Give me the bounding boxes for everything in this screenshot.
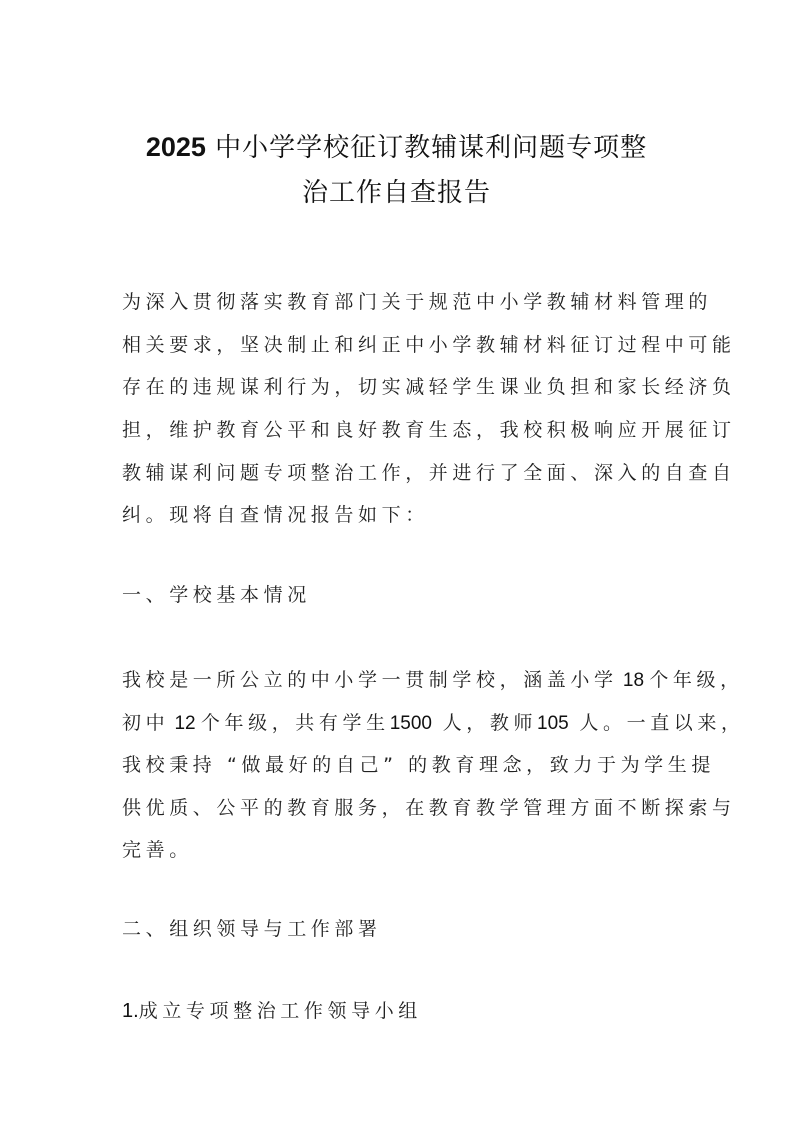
text-span: 我校是一所公立的中小学一贯制学校，涵盖小学 (122, 669, 618, 691)
section-1-line-4: 供优质、公平的教育服务，在教育教学管理方面不断探索与 (122, 797, 736, 819)
intro-line-6: 纠。现将自查情况报告如下： (122, 504, 429, 526)
text-span: 初中 (122, 712, 170, 734)
intro-line-2: 相关要求，坚决制止和纠正中小学教辅材料征订过程中可能 (122, 334, 736, 356)
intro-line-1: 为深入贯彻落实教育部门关于规范中小学教辅材料管理的 (122, 291, 713, 313)
section-2-item-1 (122, 990, 422, 1033)
section-1-line-1 (122, 659, 744, 703)
text-span: 个年级， (649, 669, 744, 691)
teachers-number: 105 (537, 713, 569, 734)
intro-line-4: 担，维护教育公平和良好教育生态，我校积极响应开展征订 (122, 419, 736, 441)
intro-line-5: 教辅谋利问题专项整治工作，并进行了全面、深入的自查自 (122, 462, 736, 484)
document-title-line-1 (0, 124, 793, 171)
section-1-line-2 (122, 702, 745, 746)
document-title-line-2: 治工作自查报告 (301, 178, 491, 208)
primary-grades-number: 18 (617, 670, 650, 691)
title-text-1: 中小学学校征订教辅谋利问题专项整 (205, 133, 648, 163)
title-year: 2025 (145, 132, 206, 162)
section-2-heading: 二、组织领导与工作部署 (122, 918, 382, 940)
students-number: 1500 (389, 713, 432, 734)
intro-line-3: 存在的违规谋利行为，切实减轻学生课业负担和家长经济负 (122, 376, 736, 398)
section-1-heading: 一、学校基本情况 (122, 584, 311, 606)
text-span: 人。一直以来， (568, 712, 745, 734)
section-1-line-5: 完善。 (122, 839, 193, 861)
item-text: 成立专项整治工作领导小组 (138, 1000, 422, 1022)
text-span: 个年级，共有学生 (200, 712, 390, 734)
junior-grades-number: 12 (169, 713, 201, 734)
section-1-line-3: 我校秉持 “做最好的自己” 的教育理念，致力于为学生提 (122, 754, 715, 776)
item-number: 1. (122, 1000, 139, 1022)
text-span: 人，教师 (432, 712, 538, 734)
